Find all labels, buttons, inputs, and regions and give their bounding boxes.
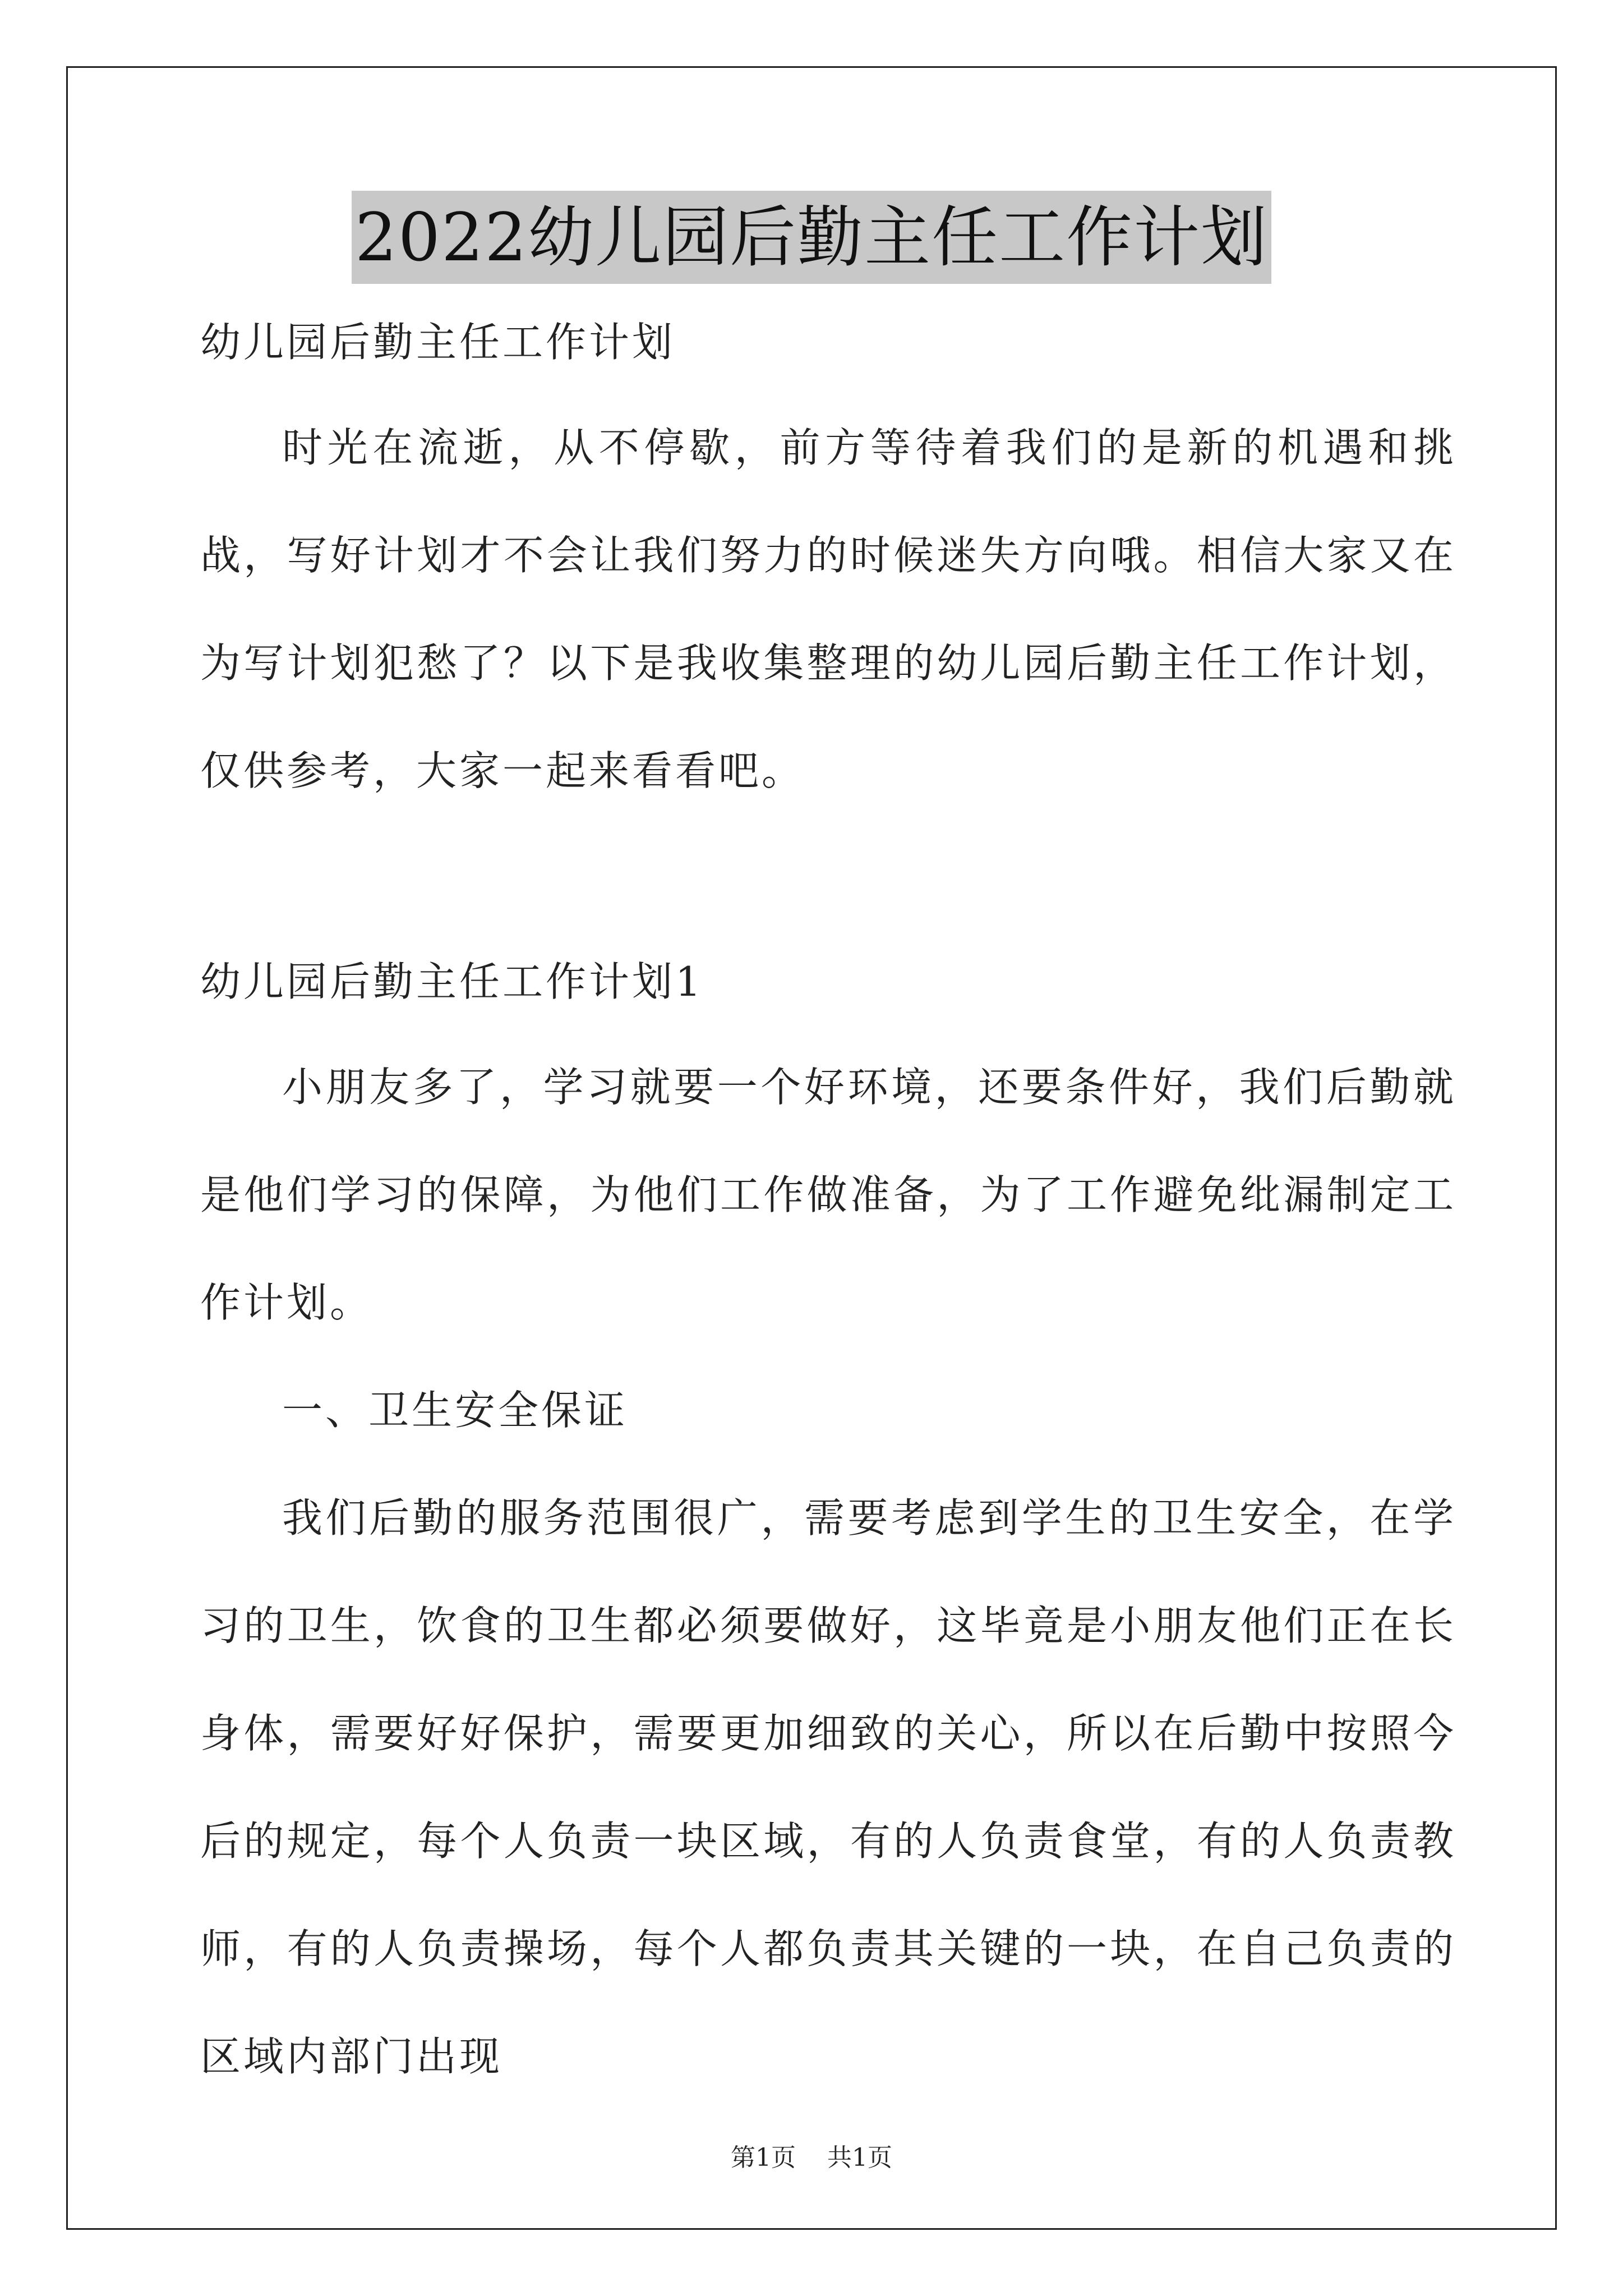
- subsection-paragraph: 我们后勤的服务范围很广，需要考虑到学生的卫生安全，在学习的卫生，饮食的卫生都必须要做好，这毕竟是小朋友他们正在长身体，需要好好保护，需要更加细致的关心，所以在后勤中按照今后的规定，每个人负责一块区域，有的人负责食堂，有的人负责教师，有的人负责操场，每个人都负责其关键的一块，在自己负责的区域内部门出现: [200, 1494, 1456, 2080]
- page-number-total: 共1页: [827, 2143, 892, 2172]
- document-body: [200, 314, 1456, 2110]
- subsection-title: 一、卫生安全保证: [282, 1387, 628, 1434]
- section-heading: 幼儿园后勤主任工作计划1: [200, 958, 704, 1005]
- page-number-current: 第1页: [731, 2143, 796, 2172]
- page-footer: [0, 2137, 1623, 2173]
- title-container: [0, 191, 1623, 284]
- section-paragraph: 小朋友多了，学习就要一个好环境，还要条件好，我们后勤就是他们学习的保障，为他们工作做准备，为了工作避免纰漏制定工作计划。: [200, 1064, 1456, 1326]
- document-subtitle: 幼儿园后勤主任工作计划: [200, 319, 676, 366]
- document-title: 2022幼儿园后勤主任工作计划: [352, 191, 1271, 284]
- intro-paragraph: 时光在流逝，从不停歇，前方等待着我们的是新的机遇和挑战，写好计划才不会让我们努力的时候迷失方向哦。相信大家又在为写计划犯愁了？以下是我收集整理的幼儿园后勤主任工作计划，仅供参考，大家一起来看看吧。: [200, 424, 1456, 794]
